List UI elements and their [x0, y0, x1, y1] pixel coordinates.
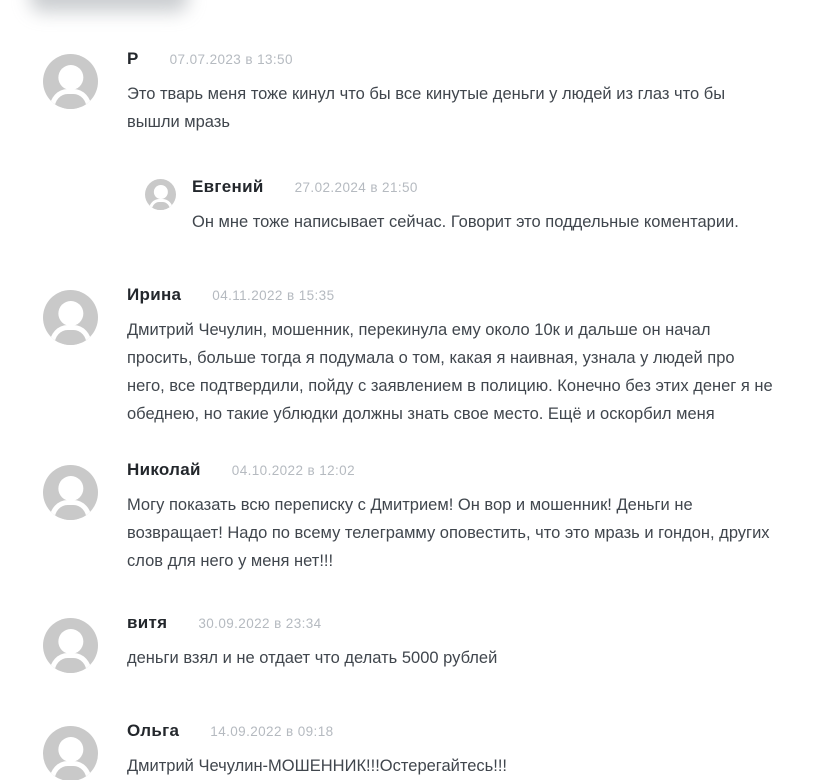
comment-date: 04.10.2022 в 12:02: [231, 463, 356, 478]
comment-header: [127, 458, 774, 482]
comment-content: [127, 47, 774, 136]
comment: [43, 458, 774, 575]
comment-header: [127, 611, 497, 635]
comment-author: Ольга: [127, 721, 180, 740]
comment-date: 30.09.2022 в 23:34: [198, 616, 322, 631]
comment-date: 07.07.2023 в 13:50: [169, 52, 293, 67]
comment-text: Дмитрий Чечулин-МОШЕННИК!!!Остерегайтесь!!!: [127, 757, 507, 775]
avatar-head-shape: [153, 185, 167, 199]
avatar-torso-shape: [148, 199, 172, 210]
comment-date: 04.11.2022 в 15:35: [212, 288, 335, 303]
comment-header: [127, 719, 507, 743]
comment-content: [192, 175, 739, 236]
comment-content: [127, 611, 497, 672]
avatar-head-shape: [58, 629, 83, 654]
avatar-torso-shape: [49, 325, 92, 345]
comment-header: [127, 47, 774, 71]
comment-header: [127, 283, 774, 307]
avatar-head-shape: [58, 476, 83, 501]
comment: [43, 47, 774, 136]
comment-reply: [145, 175, 774, 236]
avatar-head-shape: [58, 65, 83, 90]
comment-date: 14.09.2022 в 09:18: [210, 724, 334, 739]
comment-author: Евгений: [192, 177, 264, 196]
avatar-torso-shape: [49, 653, 92, 673]
avatar-torso-shape: [49, 89, 92, 109]
comment-content: [127, 719, 507, 780]
comment-text: деньги взял и не отдает что делать 5000 рублей: [127, 649, 498, 667]
avatar-head-shape: [58, 737, 83, 762]
user-avatar-icon: [43, 726, 98, 780]
comment-content: [127, 458, 774, 575]
comment: [43, 611, 774, 673]
comment-author: Р: [127, 49, 139, 68]
comment-author: Николай: [127, 460, 201, 479]
avatar-torso-shape: [49, 500, 92, 520]
comment-author: витя: [127, 613, 168, 632]
avatar-head-shape: [58, 301, 83, 326]
comment-date: 27.02.2024 в 21:50: [294, 180, 418, 195]
comment-text: Могу показать всю переписку с Дмитрием! Он вор и мошенник! Деньги не возвращает! Надо по всему телеграмму оповестить, что это мразь и гондон, других слов для него у меня нет!!!: [127, 496, 770, 570]
user-avatar-icon: [43, 54, 98, 109]
user-avatar-icon: [43, 290, 98, 345]
comment-text: Он мне тоже написывает сейчас. Говорит это поддельные коментарии.: [192, 213, 739, 231]
user-avatar-icon: [145, 179, 176, 210]
avatar-torso-shape: [49, 761, 92, 780]
comment-content: [127, 283, 774, 428]
comment: [43, 719, 774, 780]
user-avatar-icon: [43, 465, 98, 520]
comment-text: Дмитрий Чечулин, мошенник, перекинула ему около 10к и дальше он начал просить, больше тогда я подумала о том, какая я наивная, узнала у людей про него, все подтвердили, пойду с заявлением в полицию. Конечно без этих денег я не обеднею, но такие ублюдки должны знать свое место. Ещё и оскорбил меня: [127, 321, 773, 423]
comment: [43, 283, 774, 428]
comment-header: [192, 175, 739, 199]
comment-author: Ирина: [127, 285, 182, 304]
user-avatar-icon: [43, 618, 98, 673]
comment-text: Это тварь меня тоже кинул что бы все кинутые деньги у людей из глаз что бы вышли мразь: [127, 85, 726, 131]
